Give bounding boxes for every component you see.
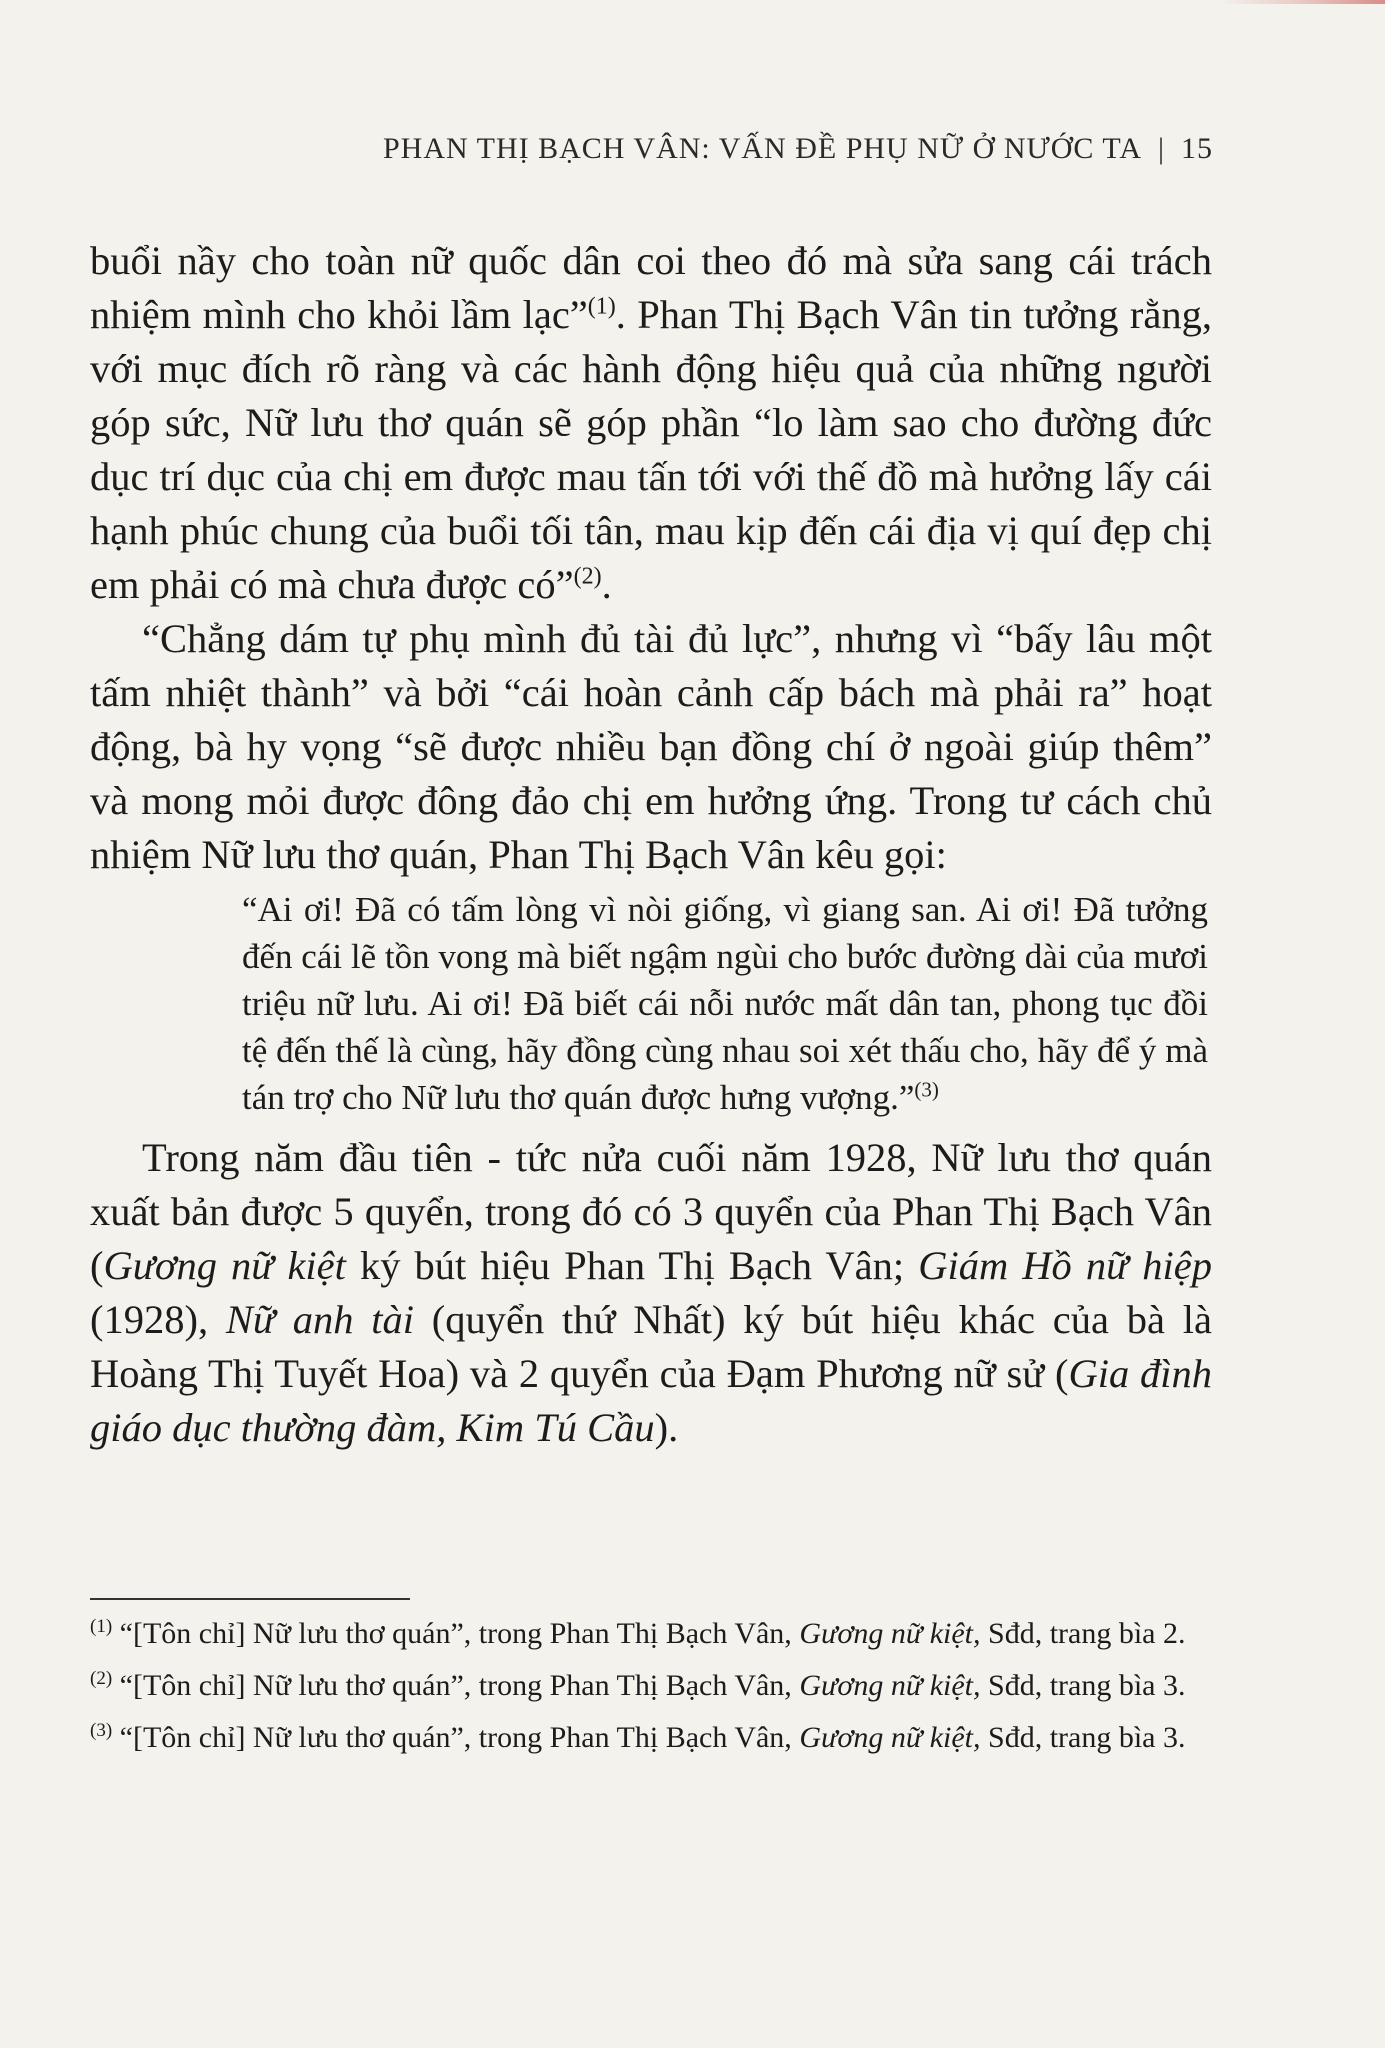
footnote-3-title: Gương nữ kiệt,	[799, 1721, 981, 1754]
paragraph-1	[90, 234, 1212, 612]
footnote-3-text: “[Tôn chỉ] Nữ lưu thơ quán”, trong Phan Thị Bạch Vân,	[112, 1721, 800, 1754]
footnote-1-marker: (1)	[90, 1616, 113, 1637]
book-title-giam-ho-nu-hiep: Giám Hồ nữ hiệp	[918, 1243, 1212, 1288]
running-header	[383, 132, 1213, 166]
footnote-ref-3[interactable]: (3)	[914, 1077, 939, 1102]
footnote-divider	[90, 1598, 410, 1600]
footnote-ref-1[interactable]: (1)	[587, 293, 616, 320]
page-number: 15	[1181, 132, 1213, 165]
main-text	[90, 234, 1212, 1455]
paragraph-3-part-d: (quyển thứ Nhất) ký bút hiệu khác của bà là Hoàng Thị Tuyết Hoa) và 2 quyển của Đạm Phương nữ sử (	[90, 1297, 1212, 1396]
paragraph-3-part-c: (1928),	[90, 1297, 226, 1342]
footnote-1	[90, 1612, 1212, 1656]
paragraph-1-part-c: .	[601, 562, 612, 607]
paragraph-2: “Chẳng dám tự phụ mình đủ tài đủ lực”, nhưng vì “bấy lâu một tấm nhiệt thành” và bởi “cái hoàn cảnh cấp bách mà phải ra” hoạt động, bà hy vọng “sẽ được nhiều bạn đồng chí ở ngoài giúp thêm” và mong mỏi được đông đảo chị em hưởng ứng. Trong tư cách chủ nhiệm Nữ lưu thơ quán, Phan Thị Bạch Vân kêu gọi:	[90, 616, 1212, 877]
page-edge-strip	[0, 0, 1385, 4]
paragraph-1-part-a: buổi nầy cho toàn nữ quốc dân coi theo đó mà sửa sang cái trách nhiệm mình cho khỏi lầm lạc”	[90, 238, 1212, 337]
paragraph-3-part-a: Trong năm đầu tiên - tức nửa cuối năm 1928, Nữ lưu thơ quán xuất bản được 5 quyển, trong đó có 3 quyển của Phan Thị Bạch Vân (	[90, 1135, 1212, 1288]
footnote-3	[90, 1716, 1212, 1760]
block-quote	[242, 886, 1208, 1121]
book-title-nu-anh-tai: Nữ anh tài	[225, 1297, 415, 1342]
footnote-ref-2[interactable]: (2)	[573, 563, 602, 590]
footnote-2	[90, 1664, 1212, 1708]
running-title: PHAN THỊ BẠCH VÂN: VẤN ĐỀ PHỤ NỮ Ở NƯỚC TA	[383, 132, 1142, 165]
footnote-1-tail: Sđd, trang bìa 2.	[980, 1617, 1186, 1650]
paragraph-1-part-b: . Phan Thị Bạch Vân tin tưởng rằng, với mục đích rõ ràng và các hành động hiệu quả của những người góp sức, Nữ lưu thơ quán sẽ góp phần “lo làm sao cho đường đức dục trí dục của chị em được mau tấn tới với thế đồ mà hưởng lấy cái hạnh phúc chung của buổi tối tân, mau kịp đến cái địa vị quí đẹp chị em phải có mà chưa được có”	[90, 292, 1212, 607]
footnote-2-title: Gương nữ kiệt,	[799, 1669, 981, 1702]
footnote-1-text: “[Tôn chỉ] Nữ lưu thơ quán”, trong Phan Thị Bạch Vân,	[112, 1617, 800, 1650]
footnotes	[90, 1612, 1212, 1768]
paragraph-3-part-b: ký bút hiệu Phan Thị Bạch Vân;	[345, 1243, 919, 1288]
footnote-3-tail: Sđd, trang bìa 3.	[980, 1721, 1186, 1754]
paragraph-3	[90, 1131, 1212, 1455]
footnote-1-title: Gương nữ kiệt,	[799, 1617, 981, 1650]
book-titles-dam-phuong: Gia đình giáo dục thường đàm, Kim Tú Cầu	[90, 1351, 1212, 1450]
paragraph-3-part-e: ).	[654, 1405, 679, 1450]
footnote-2-marker: (2)	[90, 1668, 113, 1689]
block-quote-text: “Ai ơi! Đã có tấm lòng vì nòi giống, vì giang san. Ai ơi! Đã tưởng đến cái lẽ tồn vong mà biết ngậm ngùi cho bước đường dài của mươi triệu nữ lưu. Ai ơi! Đã biết cái nỗi nước mất dân tan, phong tục đồi tệ đến thế là cùng, hãy đồng cùng nhau soi xét thấu cho, hãy để ý mà tán trợ cho Nữ lưu thơ quán được hưng vượng.”	[242, 890, 1208, 1117]
footnote-2-tail: Sđd, trang bìa 3.	[980, 1669, 1186, 1702]
footnote-3-marker: (3)	[90, 1720, 113, 1741]
footnote-2-text: “[Tôn chỉ] Nữ lưu thơ quán”, trong Phan Thị Bạch Vân,	[112, 1669, 800, 1702]
book-title-guong-nu-kiet: Gương nữ kiệt	[103, 1243, 346, 1288]
header-separator: |	[1157, 132, 1165, 165]
